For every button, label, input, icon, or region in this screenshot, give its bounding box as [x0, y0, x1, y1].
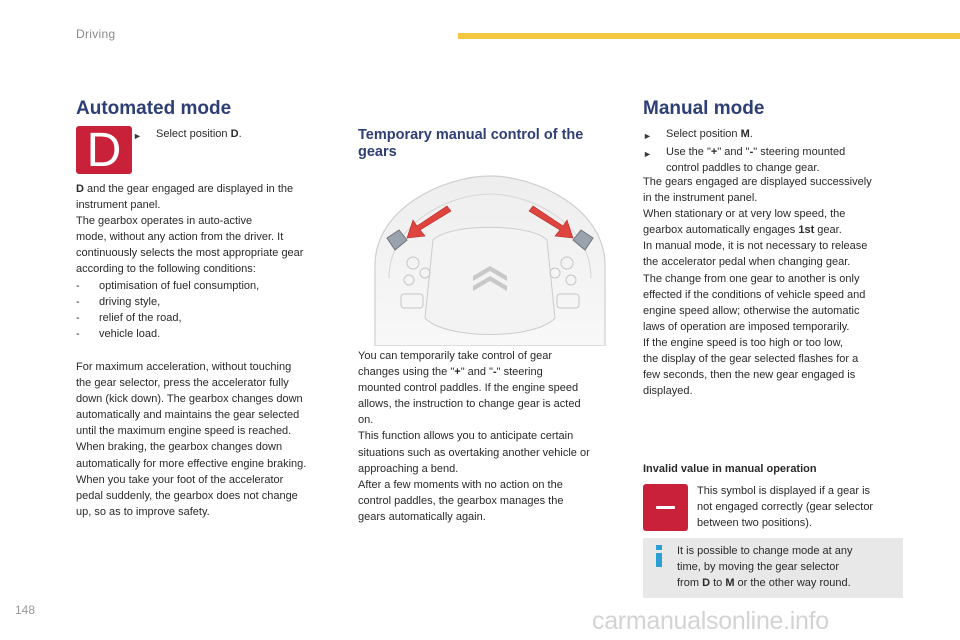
kickdown-line: automatically for more effective engine braking.: [76, 457, 307, 470]
text-fragment: " steering: [496, 366, 543, 379]
step-bold: M: [740, 128, 750, 140]
automated-select-step: [133, 126, 333, 144]
temporary-line: gears automatically again.: [358, 510, 486, 523]
title-line: Temporary manual control of the: [358, 127, 584, 143]
watermark: carmanualsonline.info: [592, 607, 829, 635]
info-line: It is possible to change mode at any: [677, 545, 853, 557]
text-fragment: " and ": [460, 366, 493, 379]
manual-step: [643, 126, 908, 144]
info-line: time, by moving the gear selector: [677, 561, 840, 574]
page-number: 148: [15, 603, 36, 617]
condition-item: - vehicle load.: [76, 326, 346, 342]
condition-text: driving style,: [99, 295, 161, 308]
manual-line: the display of the gear selected flashes for a: [643, 353, 859, 366]
temporary-line: approaching a bend.: [358, 462, 459, 475]
kickdown-line: automatically and maintains the gear selected: [76, 409, 300, 422]
kickdown-line: pedal suddenly, the gearbox does not change: [76, 489, 298, 502]
plus-symbol: +: [454, 366, 461, 379]
manual-line: few seconds, then the new gear engaged is: [643, 369, 856, 382]
text-fragment: to: [710, 577, 726, 590]
manual-mode-title: Manual mode: [643, 98, 765, 119]
arrow-bullet-icon: ►: [643, 131, 652, 141]
condition-text: relief of the road,: [99, 311, 182, 324]
step-end: .: [749, 128, 753, 140]
condition-text: optimisation of fuel consumption,: [99, 279, 260, 292]
intro-bold: D: [76, 183, 84, 195]
invalid-value-text: [697, 483, 907, 531]
automated-line: according to the following conditions:: [76, 263, 256, 276]
kickdown-line: When you take your foot of the accelerator: [76, 473, 284, 486]
condition-item: - optimisation of fuel consumption,: [76, 278, 346, 294]
steering-wheel-illustration: [355, 168, 625, 346]
condition-text: vehicle load.: [99, 327, 161, 340]
manual-line-first-gear: [643, 222, 913, 238]
plus-symbol: +: [710, 146, 718, 159]
gear-d-letter: D: [86, 124, 122, 177]
gear-d-icon: [76, 124, 132, 177]
step-bold: D: [230, 128, 239, 140]
temporary-line: allows, the instruction to change gear is acted: [358, 398, 581, 411]
invalid-gear-icon: [643, 484, 688, 531]
title-line: gears: [358, 144, 397, 160]
manual-line: laws of operation are imposed temporarily.: [643, 320, 850, 333]
minus-symbol: -: [749, 146, 754, 159]
minus-symbol: -: [492, 366, 497, 379]
automated-intro: [76, 181, 346, 197]
kickdown-line: When braking, the gearbox changes down: [76, 441, 283, 454]
temporary-line: situations such as overtaking another vehicle or: [358, 446, 590, 459]
automated-mode-title: Automated mode: [76, 98, 232, 119]
arrow-bullet-icon: ►: [133, 131, 142, 141]
intro-rest: and the gear engaged are displayed in the: [83, 183, 294, 195]
step-text: control paddles to change gear.: [666, 162, 820, 175]
text-fragment: changes using the ": [358, 366, 455, 379]
step-text: Select position: [156, 128, 231, 140]
step-end: .: [238, 128, 242, 140]
manual-step: [643, 144, 908, 176]
automated-line: The gearbox operates in auto-active: [76, 215, 253, 228]
invalid-value-heading: Invalid value in manual operation: [643, 463, 817, 475]
manual-line: When stationary or at very low speed, the: [643, 208, 846, 221]
manual-steps: [643, 126, 908, 176]
temporary-control-title: [358, 127, 628, 161]
kickdown-description: [76, 359, 348, 520]
kickdown-line: up, so as to improve safety.: [76, 505, 210, 518]
temporary-line: mounted control paddles. If the engine speed: [358, 382, 579, 395]
step-text: " and ": [717, 146, 750, 159]
automated-description: [76, 181, 346, 342]
text-fragment: gear.: [814, 224, 842, 237]
condition-item: - relief of the road,: [76, 310, 346, 326]
temporary-line: You can temporarily take control of gear: [358, 350, 553, 362]
temporary-line: control paddles, the gearbox manages the: [358, 494, 564, 507]
info-line: [677, 575, 899, 591]
manual-line: In manual mode, it is not necessary to release: [643, 240, 868, 253]
kickdown-line: down (kick down). The gearbox changes down: [76, 393, 303, 406]
temporary-description: [358, 348, 628, 525]
automated-line: continuously selects the most appropriate gear: [76, 247, 304, 260]
manual-line: in the instrument panel.: [643, 192, 758, 205]
arrow-bullet-icon: ►: [643, 149, 652, 160]
temporary-line: After a few moments with no action on the: [358, 478, 563, 491]
m-bold: M: [725, 577, 735, 590]
kickdown-line: For maximum acceleration, without touching: [76, 361, 292, 373]
step-text: Select position: [666, 128, 741, 140]
invalid-line: between two positions).: [697, 517, 812, 530]
condition-item: - driving style,: [76, 294, 346, 310]
header-accent-bar: [458, 33, 960, 39]
manual-description: [643, 174, 913, 399]
manual-line: The gears engaged are displayed successively: [643, 176, 872, 188]
info-note: [643, 538, 903, 598]
automated-line: instrument panel.: [76, 199, 161, 212]
manual-line: engine speed allow; otherwise the automatic: [643, 304, 860, 317]
text-fragment: or the other way round.: [734, 577, 851, 590]
info-text: [677, 543, 899, 591]
temporary-paddles-line: [358, 364, 628, 380]
manual-line: If the engine speed is too high or too low,: [643, 336, 843, 349]
step-text: " steering mounted: [753, 146, 846, 159]
automated-line: mode, without any action from the driver. It: [76, 231, 284, 244]
text-fragment: gearbox automatically engages: [643, 224, 799, 237]
text-fragment: from: [677, 577, 703, 590]
temporary-line: on.: [358, 414, 374, 427]
invalid-line: not engaged correctly (gear selector: [697, 501, 874, 514]
manual-line: the accelerator pedal when changing gear.: [643, 256, 851, 269]
info-icon: [654, 545, 664, 567]
kickdown-line: until the maximum engine speed is reached.: [76, 425, 292, 438]
d-bold: D: [702, 577, 711, 590]
manual-line: effected if the conditions of vehicle speed and: [643, 288, 866, 301]
invalid-line: This symbol is displayed if a gear is: [697, 485, 871, 497]
manual-line: The change from one gear to another is only: [643, 272, 860, 285]
step-text: Use the ": [666, 146, 711, 159]
section-title: Driving: [76, 27, 116, 41]
manual-line: displayed.: [643, 385, 693, 398]
kickdown-line: the gear selector, press the accelerator fully: [76, 377, 289, 390]
first-gear-bold: 1st: [798, 224, 815, 237]
temporary-line: This function allows you to anticipate certain: [358, 430, 574, 443]
